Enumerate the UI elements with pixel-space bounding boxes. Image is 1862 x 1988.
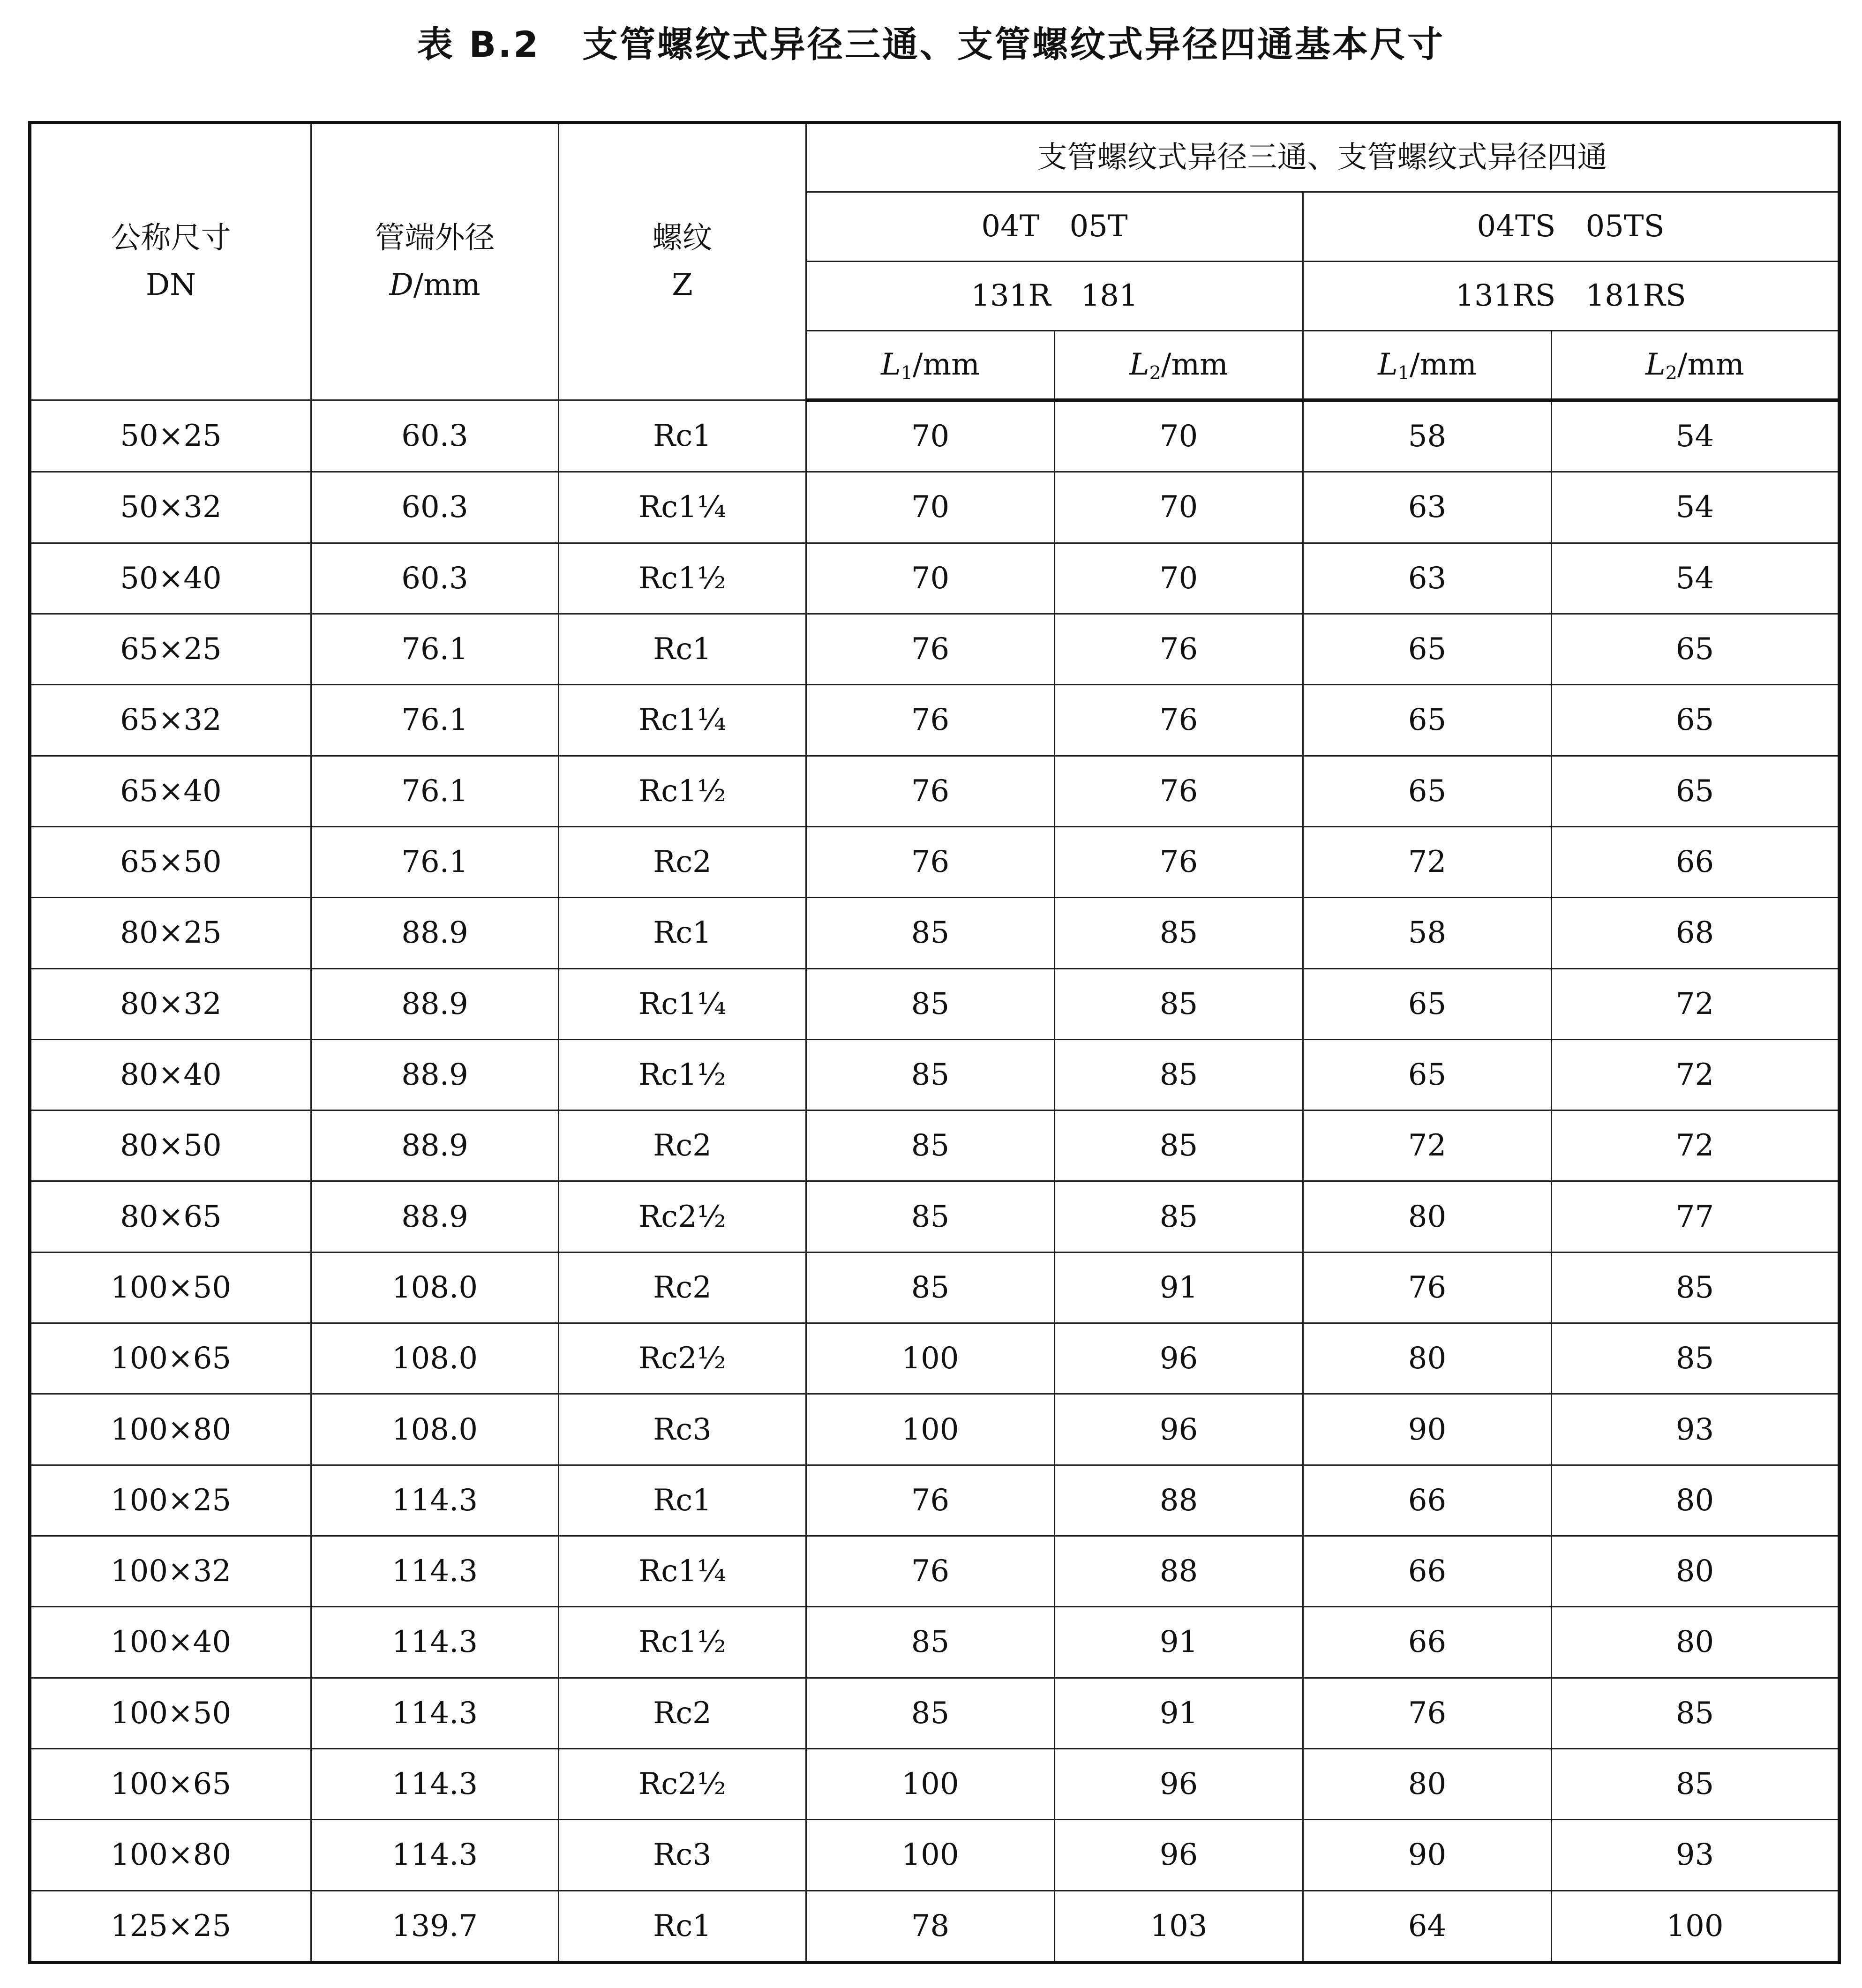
cell-nominal-size: 100×50	[30, 1678, 311, 1748]
cell-cross-l1: 58	[1303, 898, 1552, 968]
cell-thread: Rc3	[559, 1820, 806, 1890]
cell-cross-l2: 72	[1552, 1039, 1839, 1110]
header-cross-models: 131RS 181RS	[1303, 262, 1839, 331]
l2-subscript: 2	[1149, 362, 1161, 384]
cell-tee-l2: 85	[1055, 1110, 1303, 1181]
cell-thread: Rc1¼	[559, 1536, 806, 1607]
table-row	[30, 826, 1839, 897]
cell-tee-l1: 85	[806, 1181, 1055, 1252]
cell-nominal-size: 80×65	[30, 1181, 311, 1252]
table-row	[30, 472, 1839, 543]
cell-thread: Rc1½	[559, 1039, 806, 1110]
header-tee-l2	[1055, 331, 1303, 400]
table-row	[30, 400, 1839, 472]
header-tee-l1	[806, 331, 1055, 400]
cell-tee-l2: 103	[1055, 1890, 1303, 1962]
cell-cross-l2: 65	[1552, 614, 1839, 684]
table-row	[30, 1252, 1839, 1323]
cell-cross-l2: 80	[1552, 1607, 1839, 1678]
cell-nominal-size: 65×40	[30, 756, 311, 826]
cell-cross-l2: 77	[1552, 1181, 1839, 1252]
cell-tee-l2: 85	[1055, 1181, 1303, 1252]
cell-nominal-size: 80×25	[30, 898, 311, 968]
cell-tee-l1: 78	[806, 1890, 1055, 1962]
cell-tee-l2: 96	[1055, 1323, 1303, 1394]
table-body	[30, 400, 1839, 1963]
cell-thread: Rc1¼	[559, 685, 806, 756]
cell-tee-l1: 70	[806, 472, 1055, 543]
l2-unit: /mm	[1161, 347, 1228, 382]
cell-outer-diameter: 114.3	[311, 1820, 559, 1890]
cell-nominal-size: 100×40	[30, 1607, 311, 1678]
l2-subscript: 2	[1665, 362, 1677, 384]
cell-tee-l1: 100	[806, 1748, 1055, 1819]
cell-thread: Rc1½	[559, 1607, 806, 1678]
cell-cross-l2: 54	[1552, 543, 1839, 614]
cell-thread: Rc2	[559, 1678, 806, 1748]
cell-cross-l2: 72	[1552, 968, 1839, 1039]
cell-nominal-size: 50×32	[30, 472, 311, 543]
cell-cross-l1: 65	[1303, 614, 1552, 684]
cell-thread: Rc2½	[559, 1323, 806, 1394]
header-cross-l1	[1303, 331, 1552, 400]
cell-nominal-size: 100×25	[30, 1465, 311, 1536]
cell-nominal-size: 100×65	[30, 1748, 311, 1819]
cell-nominal-size: 100×32	[30, 1536, 311, 1607]
table-row	[30, 1181, 1839, 1252]
cell-cross-l2: 66	[1552, 826, 1839, 897]
cell-outer-diameter: 60.3	[311, 543, 559, 614]
cell-outer-diameter: 60.3	[311, 400, 559, 472]
header-tee-models: 131R 181	[806, 262, 1303, 331]
cell-cross-l2: 68	[1552, 898, 1839, 968]
table-caption: 支管螺纹式异径三通、支管螺纹式异径四通基本尺寸	[582, 23, 1445, 65]
cell-nominal-size: 100×80	[30, 1394, 311, 1465]
outer-diameter-unit: /mm	[413, 267, 481, 302]
cell-cross-l2: 65	[1552, 756, 1839, 826]
cell-tee-l2: 76	[1055, 685, 1303, 756]
cell-tee-l2: 91	[1055, 1607, 1303, 1678]
nominal-size-symbol: DN	[145, 267, 196, 302]
cell-cross-l1: 72	[1303, 826, 1552, 897]
table-row	[30, 1323, 1839, 1394]
header-thread	[559, 123, 806, 400]
cell-outer-diameter: 108.0	[311, 1252, 559, 1323]
nominal-size-label: 公称尺寸	[111, 221, 231, 256]
cell-nominal-size: 100×65	[30, 1323, 311, 1394]
cell-cross-l1: 90	[1303, 1394, 1552, 1465]
cell-thread: Rc2½	[559, 1748, 806, 1819]
cell-cross-l1: 66	[1303, 1607, 1552, 1678]
cell-outer-diameter: 108.0	[311, 1394, 559, 1465]
cell-thread: Rc2½	[559, 1181, 806, 1252]
cell-outer-diameter: 88.9	[311, 898, 559, 968]
table-header	[30, 123, 1839, 400]
cell-thread: Rc1	[559, 1465, 806, 1536]
cell-tee-l2: 70	[1055, 472, 1303, 543]
table-row	[30, 898, 1839, 968]
cell-nominal-size: 50×40	[30, 543, 311, 614]
cell-nominal-size: 80×50	[30, 1110, 311, 1181]
cell-cross-l1: 80	[1303, 1748, 1552, 1819]
cell-thread: Rc1¼	[559, 472, 806, 543]
cell-tee-l1: 85	[806, 1607, 1055, 1678]
cell-thread: Rc1½	[559, 543, 806, 614]
cell-tee-l2: 91	[1055, 1678, 1303, 1748]
cell-cross-l1: 64	[1303, 1890, 1552, 1962]
cell-tee-l2: 85	[1055, 898, 1303, 968]
cell-tee-l1: 85	[806, 1252, 1055, 1323]
cell-tee-l1: 85	[806, 968, 1055, 1039]
cell-nominal-size: 65×32	[30, 685, 311, 756]
cell-cross-l1: 65	[1303, 1039, 1552, 1110]
cell-outer-diameter: 88.9	[311, 968, 559, 1039]
cell-cross-l1: 58	[1303, 400, 1552, 472]
table-row	[30, 1536, 1839, 1607]
l1-letter: L	[881, 347, 901, 382]
cell-cross-l1: 63	[1303, 472, 1552, 543]
table-row	[30, 1394, 1839, 1465]
cell-tee-l2: 85	[1055, 968, 1303, 1039]
outer-diameter-letter: D	[389, 267, 413, 302]
cell-tee-l2: 96	[1055, 1748, 1303, 1819]
cell-tee-l1: 76	[806, 1536, 1055, 1607]
cell-tee-l1: 85	[806, 1678, 1055, 1748]
cell-cross-l1: 66	[1303, 1465, 1552, 1536]
cell-tee-l1: 76	[806, 826, 1055, 897]
cell-cross-l2: 85	[1552, 1678, 1839, 1748]
cell-tee-l2: 91	[1055, 1252, 1303, 1323]
table-row	[30, 1820, 1839, 1890]
cell-tee-l2: 76	[1055, 614, 1303, 684]
cell-thread: Rc3	[559, 1394, 806, 1465]
cell-thread: Rc1	[559, 400, 806, 472]
cell-tee-l2: 76	[1055, 756, 1303, 826]
cell-outer-diameter: 88.9	[311, 1181, 559, 1252]
header-nominal-size	[30, 123, 311, 400]
table-row	[30, 543, 1839, 614]
cell-outer-diameter: 76.1	[311, 614, 559, 684]
header-cross-l2	[1552, 331, 1839, 400]
l2-letter: L	[1129, 347, 1149, 382]
cell-cross-l1: 72	[1303, 1110, 1552, 1181]
cell-outer-diameter: 60.3	[311, 472, 559, 543]
cell-thread: Rc2	[559, 1110, 806, 1181]
table-row	[30, 1748, 1839, 1819]
cell-cross-l2: 85	[1552, 1748, 1839, 1819]
cell-tee-l1: 100	[806, 1323, 1055, 1394]
cell-tee-l1: 76	[806, 685, 1055, 756]
cell-thread: Rc1	[559, 614, 806, 684]
cell-tee-l2: 76	[1055, 826, 1303, 897]
header-cross-codes: 04TS 05TS	[1303, 192, 1839, 262]
cell-cross-l2: 100	[1552, 1890, 1839, 1962]
cell-cross-l1: 65	[1303, 968, 1552, 1039]
cell-thread: Rc2	[559, 1252, 806, 1323]
cell-nominal-size: 80×40	[30, 1039, 311, 1110]
cell-outer-diameter: 139.7	[311, 1890, 559, 1962]
cell-tee-l1: 76	[806, 1465, 1055, 1536]
cell-nominal-size: 80×32	[30, 968, 311, 1039]
cell-tee-l2: 88	[1055, 1536, 1303, 1607]
thread-label: 螺纹	[652, 221, 713, 256]
cell-thread: Rc2	[559, 826, 806, 897]
table-row	[30, 1465, 1839, 1536]
table-row	[30, 1607, 1839, 1678]
cell-cross-l1: 76	[1303, 1678, 1552, 1748]
cell-tee-l1: 85	[806, 1110, 1055, 1181]
cell-cross-l2: 93	[1552, 1394, 1839, 1465]
cell-cross-l1: 90	[1303, 1820, 1552, 1890]
cell-nominal-size: 100×50	[30, 1252, 311, 1323]
cell-tee-l2: 96	[1055, 1394, 1303, 1465]
l2-unit: /mm	[1677, 347, 1744, 382]
header-tee-codes: 04T 05T	[806, 192, 1303, 262]
table-row	[30, 614, 1839, 684]
cell-cross-l2: 85	[1552, 1252, 1839, 1323]
table-row	[30, 1890, 1839, 1962]
cell-cross-l2: 65	[1552, 685, 1839, 756]
cell-thread: Rc1½	[559, 756, 806, 826]
cell-nominal-size: 100×80	[30, 1820, 311, 1890]
table-row	[30, 1039, 1839, 1110]
cell-outer-diameter: 88.9	[311, 1110, 559, 1181]
cell-cross-l2: 54	[1552, 472, 1839, 543]
dimension-table	[28, 121, 1841, 1964]
cell-cross-l2: 85	[1552, 1323, 1839, 1394]
table-row	[30, 685, 1839, 756]
table-number: 表 B.2	[417, 23, 541, 65]
cell-cross-l2: 80	[1552, 1536, 1839, 1607]
cell-cross-l1: 80	[1303, 1323, 1552, 1394]
header-group: 支管螺纹式异径三通、支管螺纹式异径四通	[806, 123, 1839, 192]
cell-cross-l1: 66	[1303, 1536, 1552, 1607]
cell-outer-diameter: 114.3	[311, 1536, 559, 1607]
cell-outer-diameter: 108.0	[311, 1323, 559, 1394]
cell-cross-l2: 93	[1552, 1820, 1839, 1890]
cell-outer-diameter: 76.1	[311, 826, 559, 897]
cell-outer-diameter: 88.9	[311, 1039, 559, 1110]
outer-diameter-symbol	[312, 262, 558, 308]
l1-unit: /mm	[912, 347, 980, 382]
table-row	[30, 968, 1839, 1039]
cell-tee-l1: 85	[806, 1039, 1055, 1110]
cell-tee-l1: 76	[806, 756, 1055, 826]
cell-cross-l2: 80	[1552, 1465, 1839, 1536]
thread-symbol: Z	[672, 267, 693, 302]
l1-subscript: 1	[1397, 362, 1410, 384]
cell-tee-l1: 100	[806, 1820, 1055, 1890]
cell-outer-diameter: 114.3	[311, 1465, 559, 1536]
cell-cross-l1: 65	[1303, 756, 1552, 826]
cell-outer-diameter: 76.1	[311, 756, 559, 826]
table-row	[30, 756, 1839, 826]
cell-thread: Rc1¼	[559, 968, 806, 1039]
cell-tee-l1: 70	[806, 543, 1055, 614]
cell-outer-diameter: 114.3	[311, 1678, 559, 1748]
table-row	[30, 1678, 1839, 1748]
cell-tee-l2: 70	[1055, 400, 1303, 472]
table-row	[30, 1110, 1839, 1181]
l1-subscript: 1	[901, 362, 913, 384]
cell-cross-l1: 63	[1303, 543, 1552, 614]
cell-nominal-size: 50×25	[30, 400, 311, 472]
cell-tee-l1: 70	[806, 400, 1055, 472]
cell-nominal-size: 125×25	[30, 1890, 311, 1962]
outer-diameter-label: 管端外径	[375, 221, 495, 256]
cell-thread: Rc1	[559, 1890, 806, 1962]
cell-cross-l1: 80	[1303, 1181, 1552, 1252]
table-title	[0, 19, 1862, 70]
cell-outer-diameter: 76.1	[311, 685, 559, 756]
cell-tee-l1: 76	[806, 614, 1055, 684]
cell-thread: Rc1	[559, 898, 806, 968]
cell-tee-l1: 100	[806, 1394, 1055, 1465]
cell-cross-l1: 76	[1303, 1252, 1552, 1323]
cell-cross-l2: 54	[1552, 400, 1839, 472]
cell-outer-diameter: 114.3	[311, 1748, 559, 1819]
header-outer-diameter	[311, 123, 559, 400]
cell-nominal-size: 65×25	[30, 614, 311, 684]
l1-unit: /mm	[1409, 347, 1477, 382]
cell-cross-l2: 72	[1552, 1110, 1839, 1181]
cell-cross-l1: 65	[1303, 685, 1552, 756]
l2-letter: L	[1645, 347, 1666, 382]
cell-tee-l2: 88	[1055, 1465, 1303, 1536]
cell-outer-diameter: 114.3	[311, 1607, 559, 1678]
cell-nominal-size: 65×50	[30, 826, 311, 897]
cell-tee-l2: 96	[1055, 1820, 1303, 1890]
l1-letter: L	[1378, 347, 1398, 382]
cell-tee-l2: 70	[1055, 543, 1303, 614]
cell-tee-l2: 85	[1055, 1039, 1303, 1110]
cell-tee-l1: 85	[806, 898, 1055, 968]
